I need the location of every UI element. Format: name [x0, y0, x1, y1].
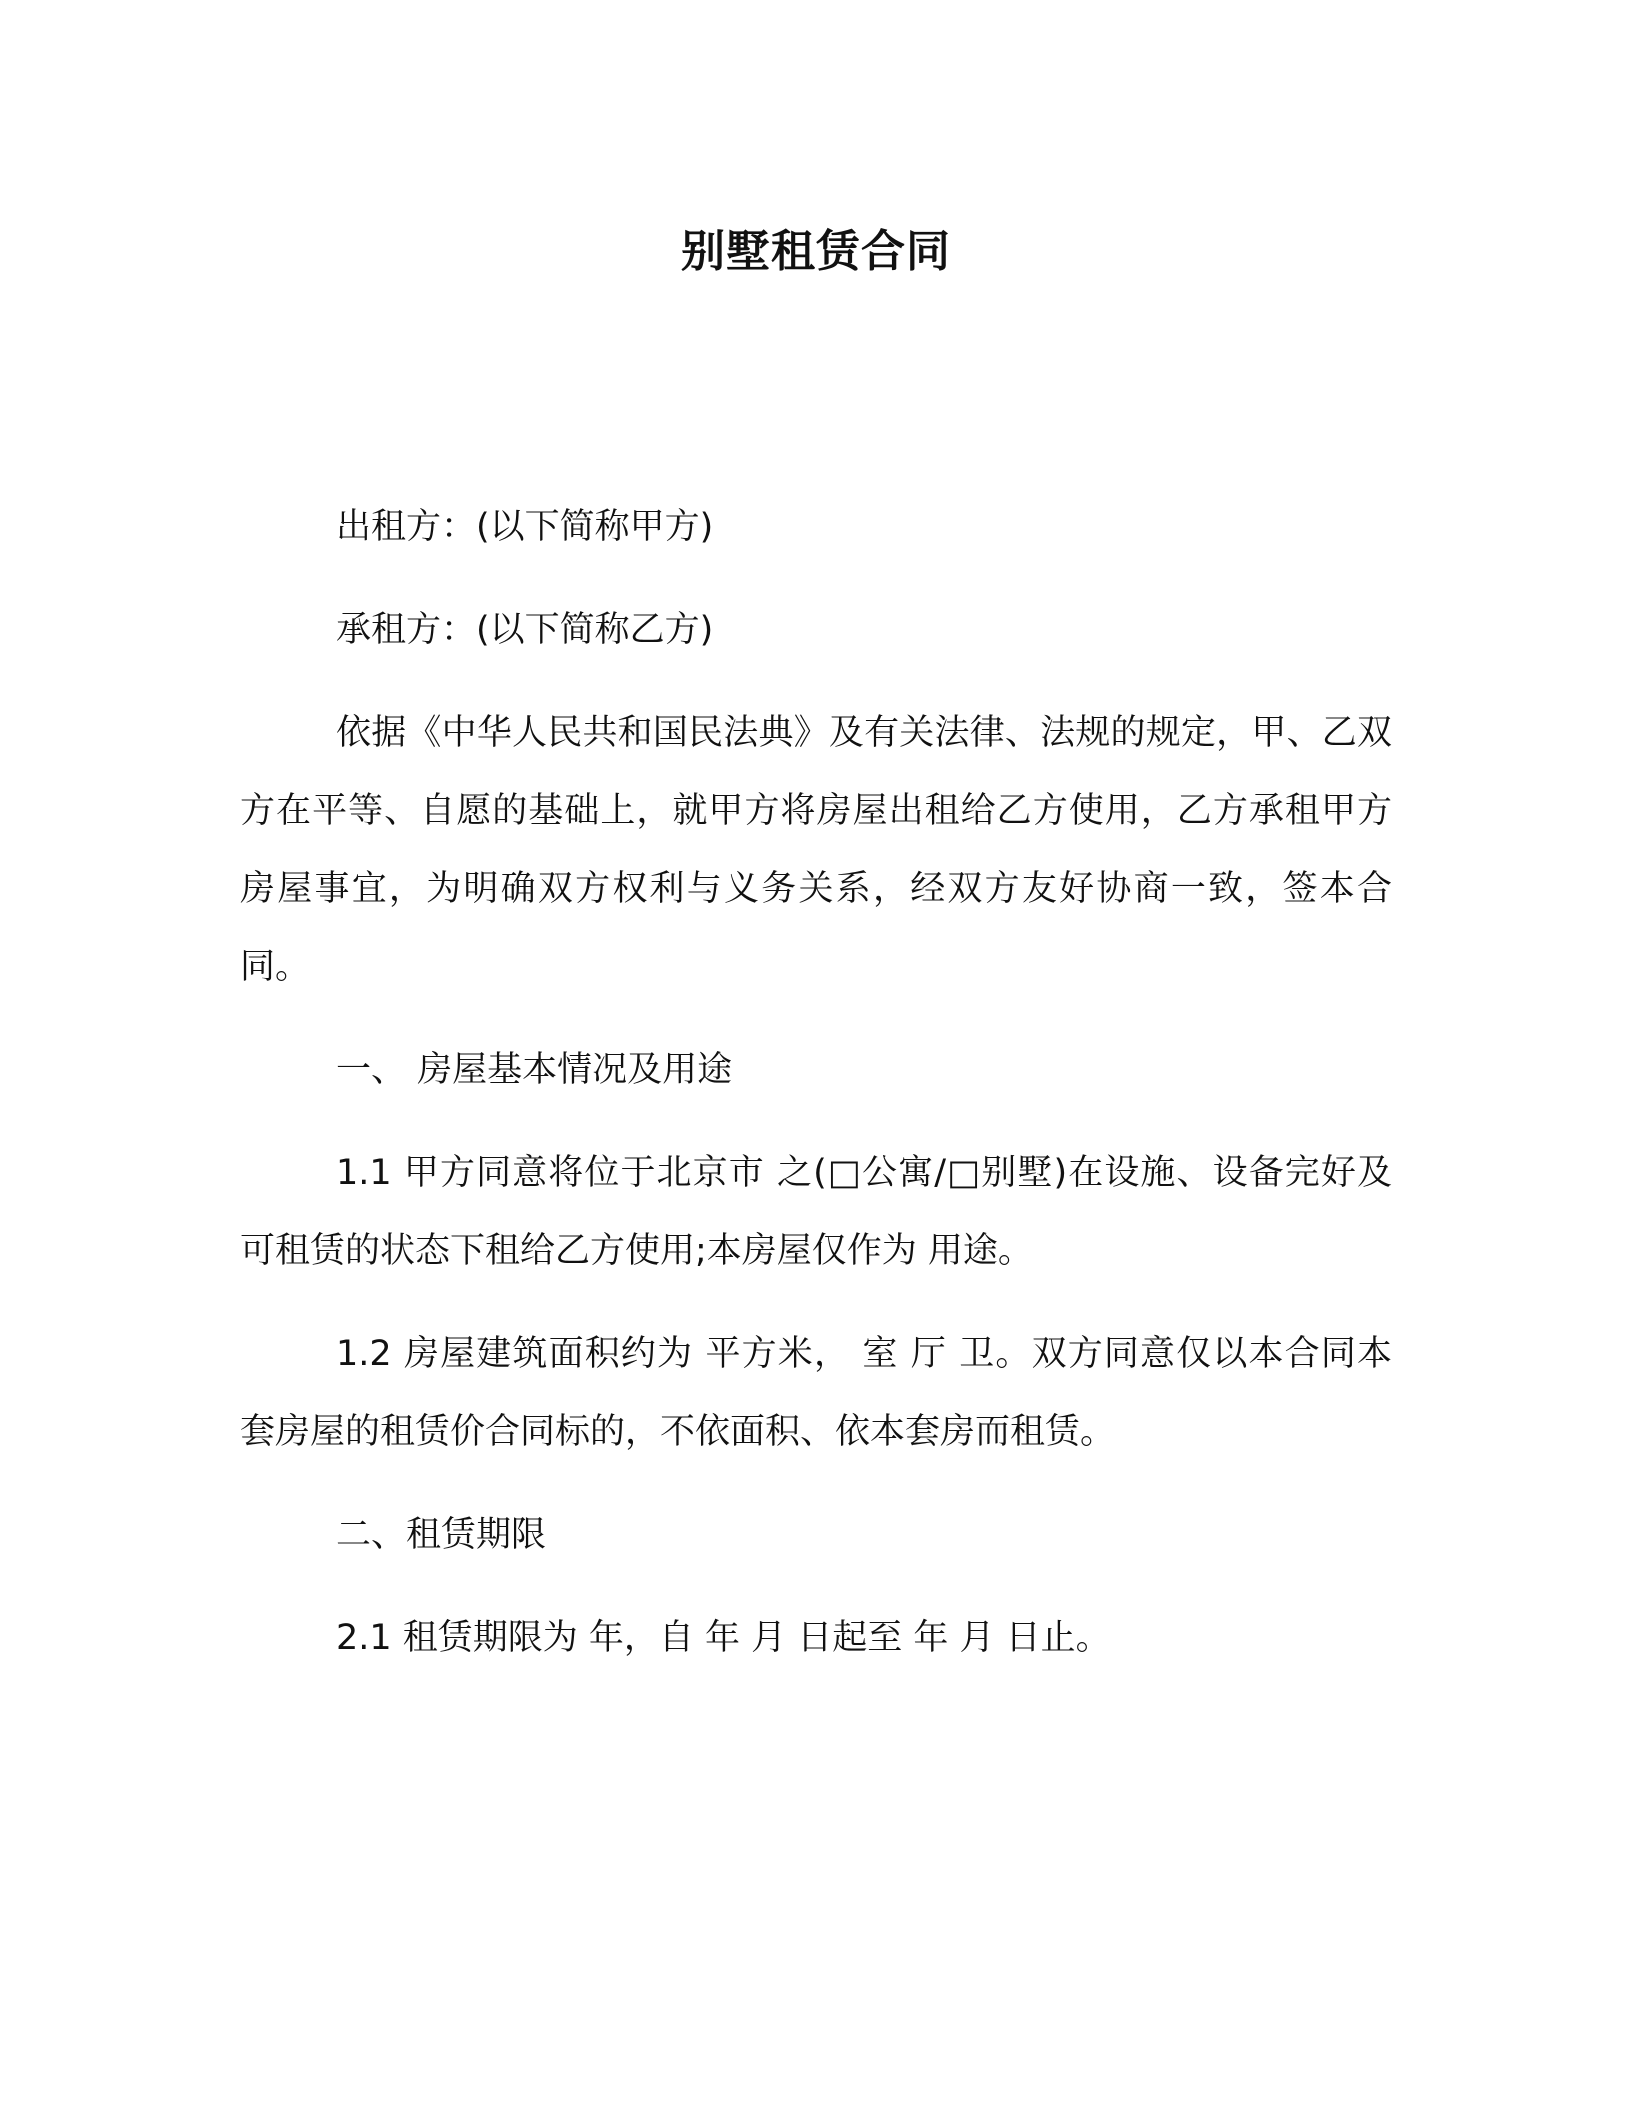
lessee-line: 承租方：(以下简称乙方)	[336, 610, 714, 650]
lessor-line: 出租方：(以下简称甲方)	[336, 507, 714, 547]
section-2-heading: 二、租赁期限	[336, 1515, 547, 1555]
clause-1-2: 1.2 房屋建筑面积约为 平方米， 室 厅 卫。双方同意仅以本合同本套房屋的租赁价合同标的，不依面积、依本套房而租赁。	[240, 1334, 1392, 1452]
preamble-paragraph: 依据《中华人民共和国民法典》及有关法律、法规的规定，甲、乙双方在平等、自愿的基础上，就甲方将房屋出租给乙方使用，乙方承租甲方房屋事宜，为明确双方权利与义务关系，经双方友好协商一致，签本合同。	[240, 713, 1392, 987]
section-1-heading: 一、 房屋基本情况及用途	[336, 1050, 733, 1090]
clause-2-1: 2.1 租赁期限为 年，自 年 月 日起至 年 月 日止。	[336, 1618, 1111, 1658]
document-title: 别墅租赁合同	[681, 226, 951, 277]
clause-1-1: 1.1 甲方同意将位于北京市 之(□公寓/□别墅)在设施、设备完好及可租赁的状态下租给乙方使用;本房屋仅作为 用途。	[240, 1153, 1392, 1271]
document-body	[240, 488, 1392, 1677]
